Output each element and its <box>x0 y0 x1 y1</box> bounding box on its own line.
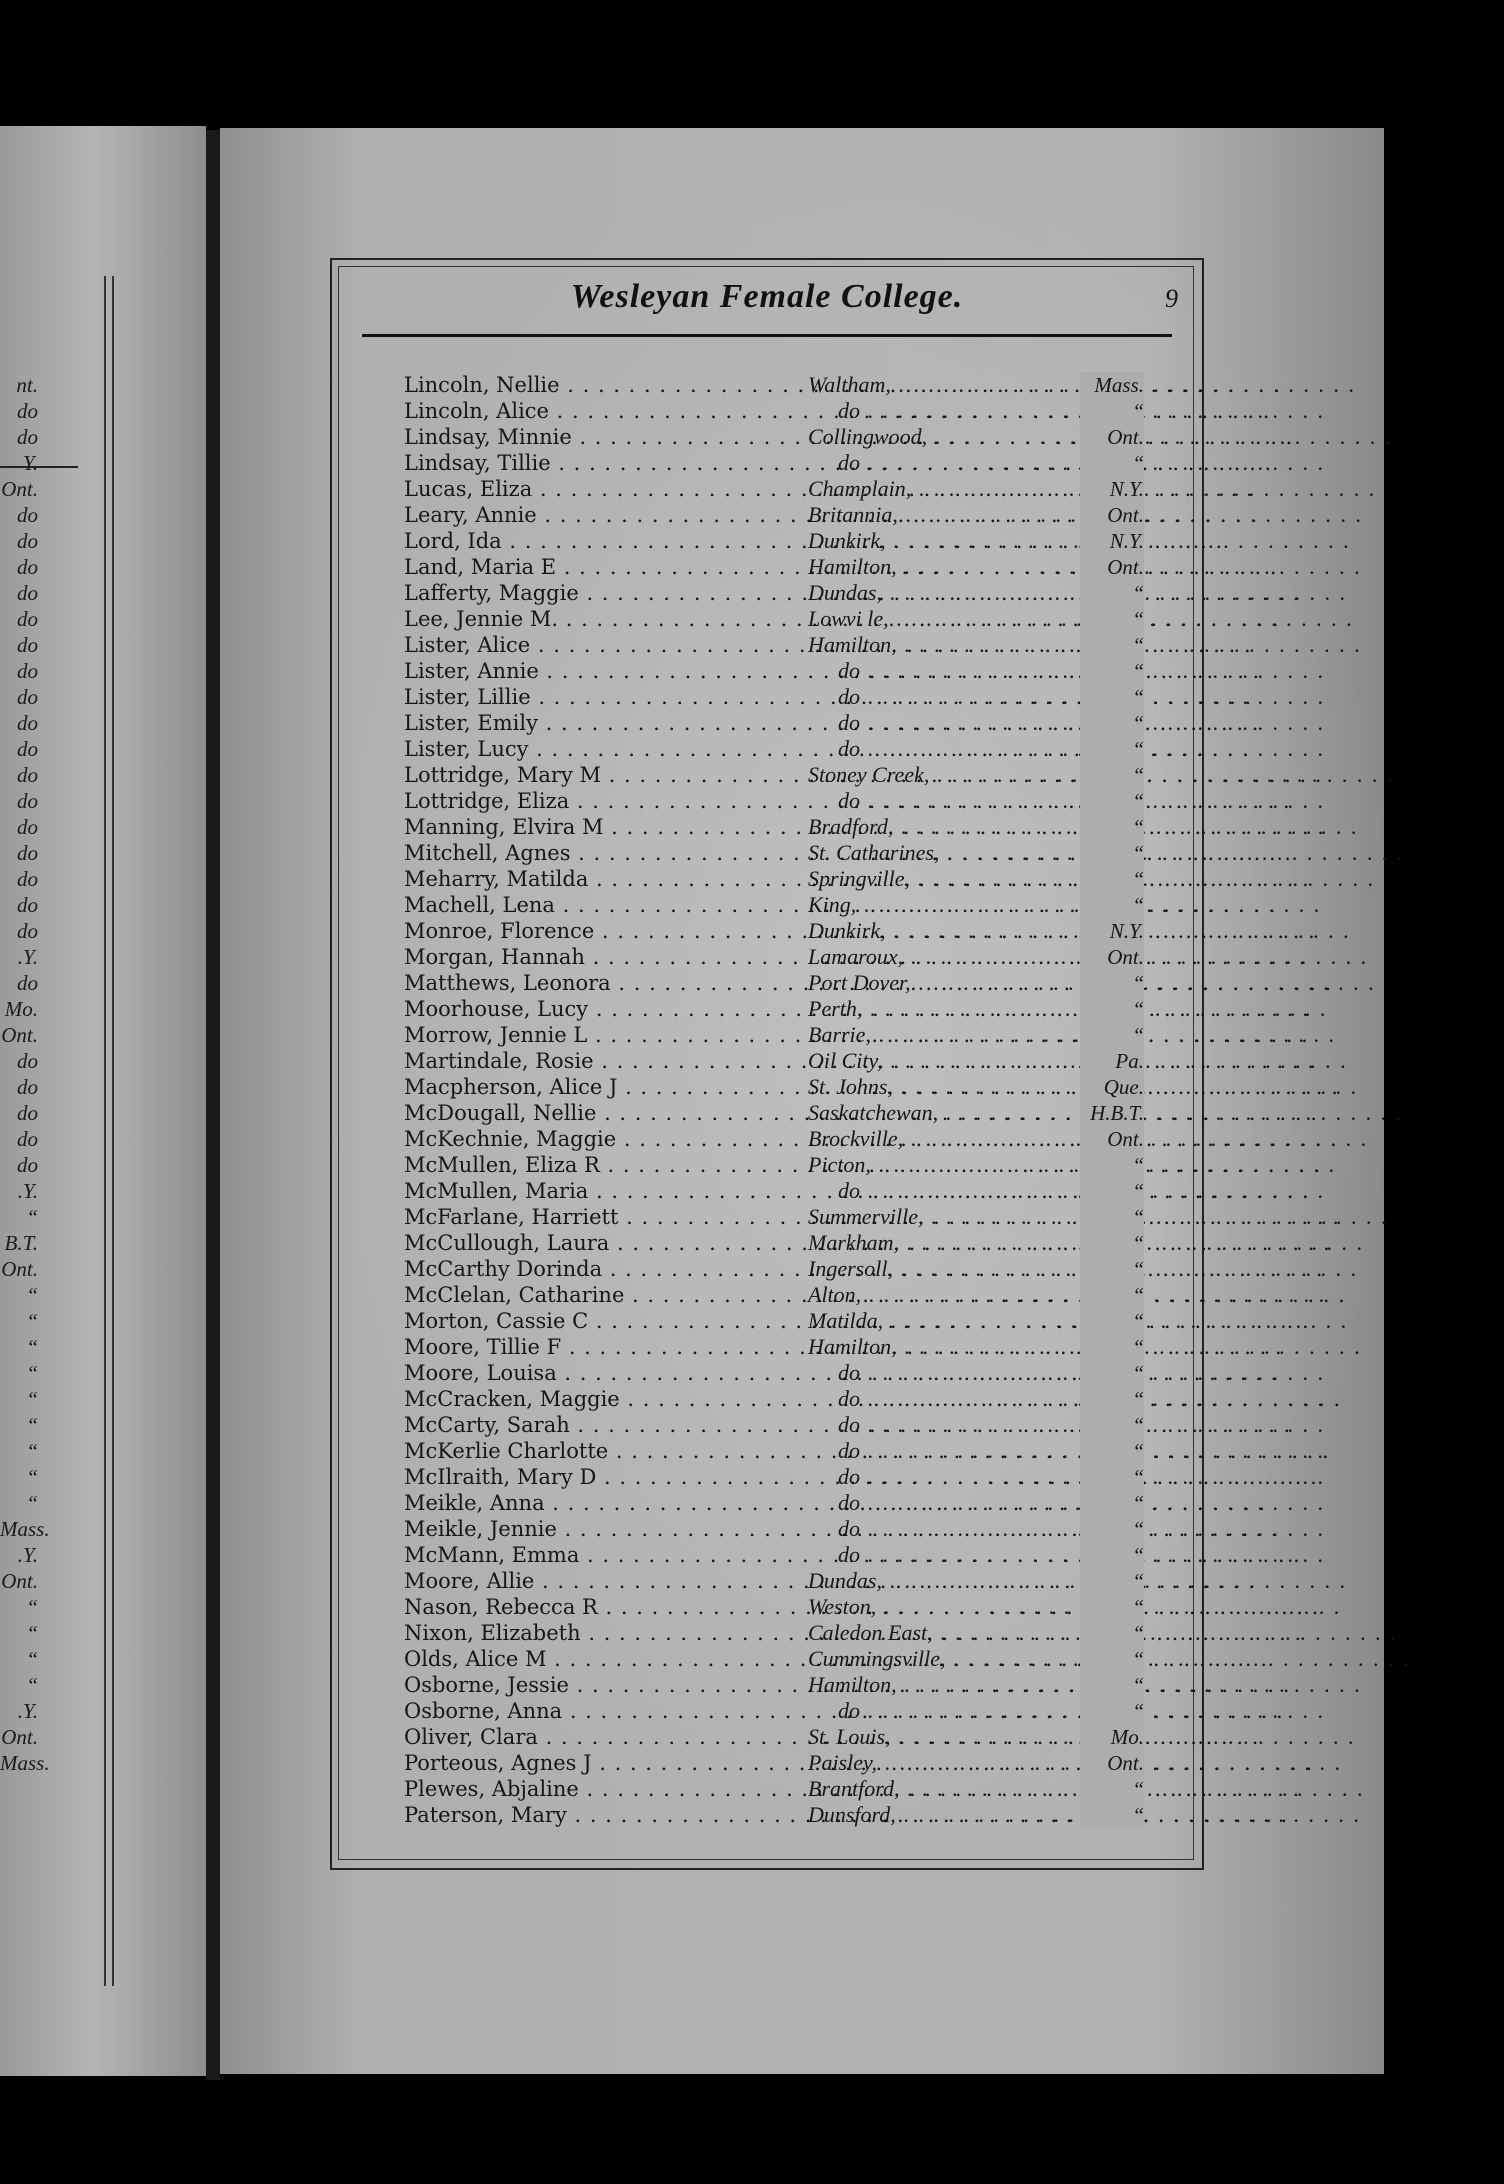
student-place: Paisley, . . . <box>808 1750 1108 1776</box>
student-name: Monroe, Florence . . . <box>404 918 804 944</box>
student-place: Picton, . . . <box>808 1152 1108 1178</box>
student-state: “ <box>1080 1672 1144 1698</box>
student-row <box>404 476 1144 502</box>
student-row <box>404 1490 1144 1516</box>
student-place: Barrie, . . . <box>808 1022 1108 1048</box>
student-state: Pa. <box>1080 1048 1144 1074</box>
facing-page-state-column <box>0 372 50 1776</box>
facing-page-state-fragment: B.T. <box>4 1231 38 1255</box>
student-row <box>404 1256 1144 1282</box>
facing-page-state-fragment: Ont. <box>1 477 38 501</box>
student-name: Meikle, Anna . . . <box>404 1490 804 1516</box>
student-row <box>404 1074 1144 1100</box>
student-name: McCullough, Laura . . . <box>404 1230 804 1256</box>
student-name: Osborne, Jessie . . . <box>404 1672 804 1698</box>
student-place: St. Louis, . . . <box>808 1724 1108 1750</box>
student-row <box>404 788 1144 814</box>
facing-page-state-fragment: do <box>17 633 38 657</box>
student-state: “ <box>1080 1308 1144 1334</box>
student-state: “ <box>1080 606 1144 632</box>
student-name: Lincoln, Alice . . . <box>404 398 804 424</box>
student-row <box>404 840 1144 866</box>
student-name: Machell, Lena . . . <box>404 892 804 918</box>
facing-page-state-fragment: .Y. <box>17 1179 38 1203</box>
student-place: Summerville, . . . <box>808 1204 1108 1230</box>
student-row <box>404 1620 1144 1646</box>
student-row <box>404 1204 1144 1230</box>
facing-page-state-fragment: do <box>17 399 38 423</box>
student-state: Ont. <box>1080 944 1144 970</box>
student-place: Perth, . . . <box>808 996 1108 1022</box>
student-row <box>404 736 1144 762</box>
student-name: Paterson, Mary . . . <box>404 1802 804 1828</box>
facing-page-state-fragment: do <box>17 581 38 605</box>
student-place: do . . . <box>808 1516 1138 1542</box>
student-place: King, . . . <box>808 892 1108 918</box>
facing-page-state-fragment: “ <box>26 1673 38 1697</box>
student-state: Mo. <box>1080 1724 1144 1750</box>
student-row <box>404 424 1144 450</box>
facing-page-state-fragment: Y. <box>22 451 38 475</box>
student-name: Lottridge, Mary M . . . <box>404 762 804 788</box>
student-row <box>404 528 1144 554</box>
student-name: Lister, Alice . . . <box>404 632 804 658</box>
student-state: “ <box>1080 970 1144 996</box>
student-place: Stoney Creek, . . . <box>808 762 1108 788</box>
student-place: do . . . <box>808 736 1138 762</box>
student-name: McMullen, Maria . . . <box>404 1178 804 1204</box>
student-row <box>404 1594 1144 1620</box>
student-name: Plewes, Abjaline . . . <box>404 1776 804 1802</box>
student-row <box>404 1152 1144 1178</box>
student-row <box>404 1438 1144 1464</box>
student-name: Lee, Jennie M. . . . <box>404 606 804 632</box>
student-state: “ <box>1080 1204 1144 1230</box>
facing-page-state-fragment: “ <box>26 1491 38 1515</box>
student-row <box>404 1646 1144 1672</box>
student-place: Hamilton, . . . <box>808 632 1108 658</box>
facing-page-state-fragment: “ <box>26 1361 38 1385</box>
facing-page-state-fragment: do <box>17 711 38 735</box>
student-row <box>404 1802 1144 1828</box>
facing-page-state-fragment: Mass. <box>0 1517 50 1541</box>
student-state: “ <box>1080 450 1144 476</box>
student-name: Martindale, Rosie . . . <box>404 1048 804 1074</box>
student-place: Port Dover, . . . <box>808 970 1108 996</box>
student-state: “ <box>1080 1438 1144 1464</box>
student-place: Hamilton, . . . <box>808 1672 1108 1698</box>
student-state: “ <box>1080 1334 1144 1360</box>
student-place: do . . . <box>808 1386 1138 1412</box>
facing-page-state-fragment: “ <box>26 1621 38 1645</box>
student-name: Moorhouse, Lucy . . . <box>404 996 804 1022</box>
student-place: St. Catharines, . . . <box>808 840 1108 866</box>
facing-page-state-fragment: do <box>17 815 38 839</box>
student-place: Dundas, . . . <box>808 1568 1108 1594</box>
page-title: Wesleyan Female College. <box>570 278 964 315</box>
student-name: McCarty, Sarah . . . <box>404 1412 804 1438</box>
student-row <box>404 866 1144 892</box>
student-state: “ <box>1080 1386 1144 1412</box>
student-row <box>404 918 1144 944</box>
facing-page-state-fragment: do <box>17 503 38 527</box>
student-row <box>404 580 1144 606</box>
facing-page-state-fragment: do <box>17 1075 38 1099</box>
student-row <box>404 1126 1144 1152</box>
student-name: McKechnie, Maggie . . . <box>404 1126 804 1152</box>
student-state: “ <box>1080 398 1144 424</box>
student-state: “ <box>1080 1178 1144 1204</box>
student-name: Morrow, Jennie L . . . <box>404 1022 804 1048</box>
facing-page-rule <box>112 276 114 1986</box>
student-place: Waltham, . . . <box>808 372 1108 398</box>
student-state: “ <box>1080 1802 1144 1828</box>
facing-page-state-fragment: .Y. <box>17 1543 38 1567</box>
student-place: Brockville, . . . <box>808 1126 1108 1152</box>
student-place: do . . . <box>808 658 1138 684</box>
student-name: Oliver, Clara . . . <box>404 1724 804 1750</box>
student-name: Macpherson, Alice J . . . <box>404 1074 804 1100</box>
student-state: Mass. <box>1080 372 1144 398</box>
student-name: Lindsay, Minnie . . . <box>404 424 804 450</box>
facing-page-state-fragment: Mo. <box>4 997 38 1021</box>
student-place: Weston, . . . <box>808 1594 1108 1620</box>
facing-page-state-fragment: do <box>17 607 38 631</box>
student-state: “ <box>1080 1620 1144 1646</box>
student-place: do . . . <box>808 788 1138 814</box>
student-state: “ <box>1080 1412 1144 1438</box>
page-number: 9 <box>1165 284 1178 313</box>
student-row <box>404 1672 1144 1698</box>
student-name: McCracken, Maggie . . . <box>404 1386 804 1412</box>
facing-page-state-fragment: do <box>17 893 38 917</box>
student-name: McCarthy Dorinda . . . <box>404 1256 804 1282</box>
student-state: “ <box>1080 1516 1144 1542</box>
student-state: “ <box>1080 1152 1144 1178</box>
facing-page-state-fragment: “ <box>26 1387 38 1411</box>
student-name: Lafferty, Maggie . . . <box>404 580 804 606</box>
student-row <box>404 1334 1144 1360</box>
facing-page-state-fragment: do <box>17 685 38 709</box>
student-row <box>404 1022 1144 1048</box>
student-state: “ <box>1080 892 1144 918</box>
student-state: Ont. <box>1080 554 1144 580</box>
student-row <box>404 1750 1144 1776</box>
student-row <box>404 970 1144 996</box>
student-state: “ <box>1080 814 1144 840</box>
student-state: “ <box>1080 1776 1144 1802</box>
student-place: do . . . <box>808 684 1138 710</box>
student-name: Leary, Annie . . . <box>404 502 804 528</box>
student-state: Ont. <box>1080 424 1144 450</box>
facing-page-state-fragment: do <box>17 529 38 553</box>
student-place: Saskatchewan, . . . <box>808 1100 1108 1126</box>
student-name: Olds, Alice M . . . <box>404 1646 804 1672</box>
student-name: Lincoln, Nellie . . . <box>404 372 804 398</box>
student-row <box>404 684 1144 710</box>
student-state: “ <box>1080 1282 1144 1308</box>
facing-page-state-fragment: “ <box>26 1439 38 1463</box>
student-row <box>404 814 1144 840</box>
student-name: Meikle, Jennie . . . <box>404 1516 804 1542</box>
student-name: Lottridge, Eliza . . . <box>404 788 804 814</box>
student-place: St. Johns, . . . <box>808 1074 1108 1100</box>
student-row <box>404 372 1144 398</box>
student-state: H.B.T. <box>1080 1100 1144 1126</box>
student-name: Morgan, Hannah . . . <box>404 944 804 970</box>
student-place: do . . . <box>808 1464 1138 1490</box>
student-state: N.Y. <box>1080 918 1144 944</box>
student-place: do . . . <box>808 1360 1138 1386</box>
student-row <box>404 658 1144 684</box>
student-name: McMullen, Eliza R . . . <box>404 1152 804 1178</box>
student-place: Cummingsville, . . . <box>808 1646 1108 1672</box>
student-state: “ <box>1080 866 1144 892</box>
student-place: Ingersoll, . . . <box>808 1256 1108 1282</box>
student-place: do . . . <box>808 710 1138 736</box>
facing-page-state-fragment: “ <box>26 1283 38 1307</box>
student-row <box>404 996 1144 1022</box>
facing-page-state-fragment: do <box>17 737 38 761</box>
facing-page-state-fragment: .Y. <box>17 945 38 969</box>
facing-page-state-fragment: “ <box>26 1205 38 1229</box>
student-state: “ <box>1080 840 1144 866</box>
student-name: Lister, Emily . . . <box>404 710 804 736</box>
student-row <box>404 1360 1144 1386</box>
student-state: N.Y. <box>1080 528 1144 554</box>
student-state: “ <box>1080 996 1144 1022</box>
student-place: Oil City, . . . <box>808 1048 1108 1074</box>
facing-page-state-fragment: nt. <box>16 373 38 397</box>
student-state: “ <box>1080 1256 1144 1282</box>
student-state: “ <box>1080 1698 1144 1724</box>
student-place: Dunkirk, . . . <box>808 918 1108 944</box>
header-rule <box>362 334 1172 337</box>
student-place: Lamaroux, . . . <box>808 944 1108 970</box>
facing-page-state-fragment: do <box>17 1153 38 1177</box>
student-state: “ <box>1080 710 1144 736</box>
student-name: Lister, Lillie . . . <box>404 684 804 710</box>
facing-page-state-fragment: “ <box>26 1465 38 1489</box>
student-name: Land, Maria E . . . <box>404 554 804 580</box>
student-row <box>404 1230 1144 1256</box>
student-place: Lowvi le, . . . <box>808 606 1108 632</box>
student-row <box>404 1178 1144 1204</box>
student-row <box>404 1048 1144 1074</box>
student-name: Moore, Tillie F . . . <box>404 1334 804 1360</box>
facing-page-state-fragment: do <box>17 841 38 865</box>
facing-page-state-fragment: Ont. <box>1 1569 38 1593</box>
facing-page-state-fragment: “ <box>26 1595 38 1619</box>
student-state: “ <box>1080 1230 1144 1256</box>
student-row <box>404 398 1144 424</box>
student-state: “ <box>1080 762 1144 788</box>
facing-page-state-fragment: do <box>17 789 38 813</box>
student-name: McKerlie Charlotte . . . <box>404 1438 804 1464</box>
page-gutter <box>206 130 220 2080</box>
student-state: “ <box>1080 1568 1144 1594</box>
student-row <box>404 1542 1144 1568</box>
student-place: Matilda, . . . <box>808 1308 1108 1334</box>
student-name: Lindsay, Tillie . . . <box>404 450 804 476</box>
student-name: Moore, Allie . . . <box>404 1568 804 1594</box>
student-state: “ <box>1080 1594 1144 1620</box>
student-name: Moore, Louisa . . . <box>404 1360 804 1386</box>
student-name: Porteous, Agnes J . . . <box>404 1750 804 1776</box>
facing-page-state-fragment: do <box>17 971 38 995</box>
student-place: Britannia, . . . <box>808 502 1108 528</box>
student-state: “ <box>1080 1360 1144 1386</box>
facing-page-state-fragment: “ <box>26 1413 38 1437</box>
facing-page-state-fragment: do <box>17 425 38 449</box>
student-place: do . . . <box>808 1542 1138 1568</box>
student-name: Lucas, Eliza . . . <box>404 476 804 502</box>
student-name: McClelan, Catharine . . . <box>404 1282 804 1308</box>
student-row <box>404 1308 1144 1334</box>
student-row <box>404 944 1144 970</box>
student-place: Hamilton, . . . <box>808 554 1108 580</box>
student-name: Manning, Elvira M . . . <box>404 814 804 840</box>
student-place: Dunkirk, . . . <box>808 528 1108 554</box>
student-place: Alton, . . . <box>808 1282 1108 1308</box>
student-row <box>404 632 1144 658</box>
student-row <box>404 1386 1144 1412</box>
student-state: “ <box>1080 658 1144 684</box>
student-state: “ <box>1080 580 1144 606</box>
student-name: Matthews, Leonora . . . <box>404 970 804 996</box>
facing-page-state-fragment: do <box>17 763 38 787</box>
student-place: Markham, . . . <box>808 1230 1108 1256</box>
student-place: Champlain, . . . <box>808 476 1108 502</box>
student-place: do . . . <box>808 1438 1138 1464</box>
student-place: do . . . <box>808 1178 1138 1204</box>
student-place: Brantford, . . . <box>808 1776 1108 1802</box>
student-place: do . . . <box>808 398 1138 424</box>
facing-page-state-fragment: do <box>17 659 38 683</box>
page-header <box>362 278 1178 322</box>
student-name: McFarlane, Harriett . . . <box>404 1204 804 1230</box>
facing-page-state-fragment: do <box>17 1101 38 1125</box>
student-name: Osborne, Anna . . . <box>404 1698 804 1724</box>
student-place: Collingwood, . . . <box>808 424 1108 450</box>
student-state: “ <box>1080 1022 1144 1048</box>
student-place: Hamilton, . . . <box>808 1334 1108 1360</box>
student-state: Ont. <box>1080 1126 1144 1152</box>
student-name: Meharry, Matilda . . . <box>404 866 804 892</box>
student-row <box>404 710 1144 736</box>
student-place: Dunsford, . . . <box>808 1802 1108 1828</box>
student-state: N.Y. <box>1080 476 1144 502</box>
student-state: Ont. <box>1080 1750 1144 1776</box>
student-place: Springville, . . . <box>808 866 1108 892</box>
student-row <box>404 1568 1144 1594</box>
student-list <box>404 372 1144 1828</box>
student-name: Nixon, Elizabeth . . . <box>404 1620 804 1646</box>
student-row <box>404 1776 1144 1802</box>
student-name: McDougall, Nellie . . . <box>404 1100 804 1126</box>
student-place: do . . . <box>808 450 1138 476</box>
facing-page-state-fragment: do <box>17 1127 38 1151</box>
facing-page-state-fragment: .Y. <box>17 1699 38 1723</box>
facing-page-state-fragment: “ <box>26 1335 38 1359</box>
student-state: “ <box>1080 684 1144 710</box>
student-name: Lord, Ida . . . <box>404 528 804 554</box>
student-row <box>404 1100 1144 1126</box>
student-row <box>404 1516 1144 1542</box>
student-row <box>404 606 1144 632</box>
facing-page-state-fragment: “ <box>26 1647 38 1671</box>
student-row <box>404 450 1144 476</box>
student-state: “ <box>1080 1464 1144 1490</box>
student-name: Morton, Cassie C . . . <box>404 1308 804 1334</box>
student-row <box>404 502 1144 528</box>
facing-page-state-fragment: Mass. <box>0 1751 50 1775</box>
student-place: Caledon East, . . . <box>808 1620 1108 1646</box>
student-state: Que. <box>1080 1074 1144 1100</box>
student-place: Dundas, . . . <box>808 580 1108 606</box>
student-row <box>404 1698 1144 1724</box>
student-state: “ <box>1080 1490 1144 1516</box>
student-state: “ <box>1080 1542 1144 1568</box>
student-place: Bradford, . . . <box>808 814 1108 840</box>
student-name: McMann, Emma . . . <box>404 1542 804 1568</box>
student-state: “ <box>1080 632 1144 658</box>
facing-page-state-fragment: “ <box>26 1309 38 1333</box>
student-row <box>404 892 1144 918</box>
facing-page-state-fragment: do <box>17 555 38 579</box>
student-name: Mitchell, Agnes . . . <box>404 840 804 866</box>
facing-page-state-fragment: do <box>17 867 38 891</box>
student-place: do . . . <box>808 1698 1138 1724</box>
student-row <box>404 1464 1144 1490</box>
facing-page-state-fragment: Ont. <box>1 1725 38 1749</box>
student-name: Lister, Lucy . . . <box>404 736 804 762</box>
student-row <box>404 1412 1144 1438</box>
student-row <box>404 1282 1144 1308</box>
student-state: “ <box>1080 736 1144 762</box>
student-state: “ <box>1080 788 1144 814</box>
facing-page-rule <box>104 276 106 1986</box>
facing-page-state-fragment: Ont. <box>1 1257 38 1281</box>
student-state: Ont. <box>1080 502 1144 528</box>
student-name: Lister, Annie . . . <box>404 658 804 684</box>
student-row <box>404 554 1144 580</box>
student-place: do . . . <box>808 1490 1138 1516</box>
student-name: McIlraith, Mary D . . . <box>404 1464 804 1490</box>
student-row <box>404 1724 1144 1750</box>
facing-page-state-fragment: do <box>17 919 38 943</box>
student-place: do . . . <box>808 1412 1138 1438</box>
student-state: “ <box>1080 1646 1144 1672</box>
facing-page-state-fragment: Ont. <box>1 1023 38 1047</box>
student-name: Nason, Rebecca R . . . <box>404 1594 804 1620</box>
student-row <box>404 762 1144 788</box>
facing-page-state-fragment: do <box>17 1049 38 1073</box>
